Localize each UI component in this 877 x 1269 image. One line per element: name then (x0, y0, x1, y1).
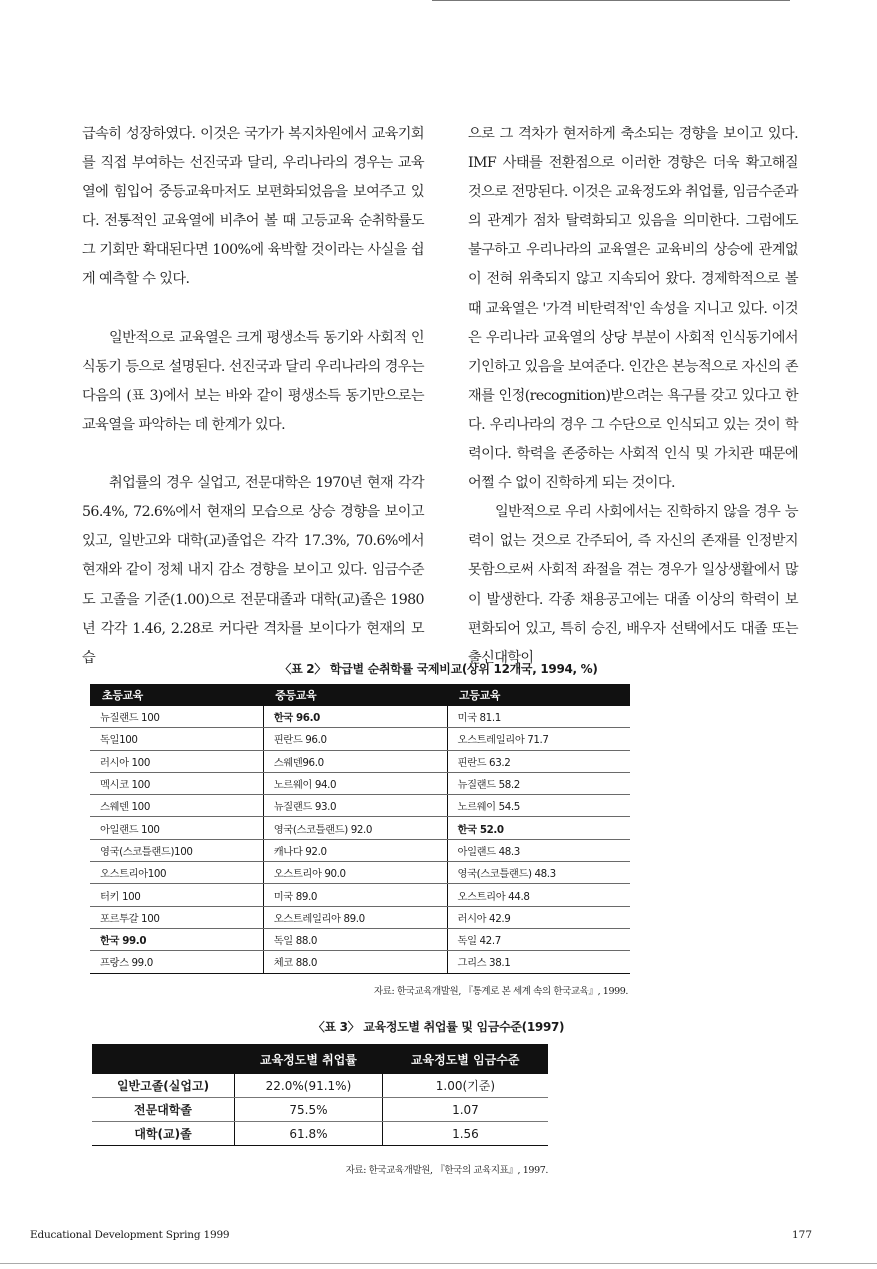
table2-caption: 〈표 2〉 학급별 순취학률 국제비교(상위 12개국, 1994, %) (279, 662, 598, 676)
table-cell: 러시아 100 (90, 750, 263, 772)
table-cell: 뉴질랜드 93.0 (263, 795, 447, 817)
row-header: 대학(교)졸 (92, 1122, 235, 1146)
table-row (90, 928, 630, 950)
table-cell: 한국 52.0 (447, 817, 630, 839)
table-cell: 1.56 (382, 1122, 548, 1146)
footer-rule (0, 1263, 877, 1264)
row-header: 일반고졸(실업고) (92, 1074, 235, 1098)
table-cell: 프랑스 99.0 (90, 951, 263, 973)
table-cell: 오스트리아100 (90, 862, 263, 884)
table-row (90, 728, 630, 750)
table-row (90, 951, 630, 973)
table-header: 중등교육 (263, 684, 447, 706)
table-cell: 뉴질랜드 58.2 (447, 772, 630, 794)
table-cell: 미국 81.1 (447, 706, 630, 728)
table-cell: 아일랜드 100 (90, 817, 263, 839)
table-cell: 멕시코 100 (90, 772, 263, 794)
table2-enrollment-comparison (90, 684, 630, 974)
table-row (92, 1098, 548, 1122)
paragraph: 취업률의 경우 실업고, 전문대학은 1970년 현재 각각 56.4%, 72.6%에서 현재의 모습으로 상승 경향을 보이고 있고, 일반고와 대학(교)졸업은 각각 17.3%, 70.6%에서 현재와 같이 정체 내지 감소 경향을 보이고 있다. 임금수준도 고졸을 기준(1.00)으로 전문대졸과 대학(교)졸은 1980년 각각 1.46, 2.28로 커다란 격차를 보이다가 현재의 모습 (82, 475, 424, 666)
table-cell: 독일 88.0 (263, 928, 447, 950)
table-cell: 노르웨이 54.5 (447, 795, 630, 817)
paragraph: 급속히 성장하였다. 이것은 국가가 복지차원에서 교육기회를 직접 부여하는 선진국과 달리, 우리나라의 경우는 교육열에 힘입어 중등교육마저도 보편화되었음을 보여주고 있다. 전통적인 교육열에 비추어 볼 때 고등교육 순취학률도 그 기회만 확대된다면 100%에 육박할 것이라는 사실을 쉽게 예측할 수 있다. (82, 126, 424, 288)
table-cell: 오스트리아 44.8 (447, 884, 630, 906)
table-row (90, 839, 630, 861)
table-cell: 오스트레일리아 71.7 (447, 728, 630, 750)
table-cell: 포르투갈 100 (90, 906, 263, 928)
table-cell: 한국 99.0 (90, 928, 263, 950)
table-row (92, 1074, 548, 1098)
table-header (92, 1044, 235, 1074)
table-row (92, 1122, 548, 1146)
table-header: 교육정도별 임금수준 (382, 1044, 548, 1074)
table-cell: 오스트레일리아 89.0 (263, 906, 447, 928)
table3-source: 자료: 한국교육개발원, 『한국의 교육지표』, 1997. (345, 1165, 548, 1176)
right-text-column (468, 120, 798, 673)
table-cell: 그리스 38.1 (447, 951, 630, 973)
table-cell: 한국 96.0 (263, 706, 447, 728)
paragraph: 일반적으로 교육열은 크게 평생소득 동기와 사회적 인식동기 등으로 설명된다. 선진국과 달리 우리나라의 경우는 다음의 (표 3)에서 보는 바와 같이 평생소득 동기만으로는 교육열을 파악하는 데 한계가 있다. (82, 329, 424, 433)
journal-footer: Educational Development Spring 1999 (30, 1229, 230, 1241)
table-cell: 독일100 (90, 728, 263, 750)
table-header: 고등교육 (447, 684, 630, 706)
table3-caption: 〈표 3〉 교육정도별 취업률 및 임금수준(1997) (312, 1020, 565, 1034)
table-row (90, 750, 630, 772)
table-cell: 스웨덴96.0 (263, 750, 447, 772)
table-cell: 영국(스코틀랜드)100 (90, 839, 263, 861)
table-cell: 오스트리아 90.0 (263, 862, 447, 884)
table-cell: 핀란드 63.2 (447, 750, 630, 772)
table-cell: 독일 42.7 (447, 928, 630, 950)
table-cell: 터키 100 (90, 884, 263, 906)
row-header: 전문대학졸 (92, 1098, 235, 1122)
table-header: 초등교육 (90, 684, 263, 706)
table-cell: 노르웨이 94.0 (263, 772, 447, 794)
table-row (90, 795, 630, 817)
table-cell: 75.5% (235, 1098, 383, 1122)
table-cell: 뉴질랜드 100 (90, 706, 263, 728)
table-cell: 체코 88.0 (263, 951, 447, 973)
table-cell: 영국(스코틀랜드) 48.3 (447, 862, 630, 884)
table-row (90, 884, 630, 906)
table-cell: 1.07 (382, 1098, 548, 1122)
paragraph: 으로 그 격차가 현저하게 축소되는 경향을 보이고 있다. IMF 사태를 전환점으로 이러한 경향은 더욱 확고해질 것으로 전망된다. 이것은 교육정도와 취업률, 임금수준과의 관계가 점차 탈력화되고 있음을 의미한다. 그럼에도 불구하고 우리나라의 교육열은 교육비의 상승에 관계없이 전혀 위축되지 않고 지속되어 왔다. 경제학적으로 볼 때 교육열은 '가격 비탄력적'인 속성을 지니고 있다. 이것은 우리나라 교육열의 상당 부분이 사회적 인식동기에서 기인하고 있음을 보여준다. 인간은 본능적으로 자신의 존재를 인정(recognition)받으려는 욕구를 갖고 있다고 한다. 우리나라의 경우 그 수단으로 인식되고 있는 것이 학력이다. 학력을 존중하는 사회적 인식 및 가치관 때문에 어쩔 수 없이 진학하게 되는 것이다. (468, 126, 798, 492)
page-number: 177 (791, 1229, 812, 1241)
table-cell: 핀란드 96.0 (263, 728, 447, 750)
table-cell: 스웨덴 100 (90, 795, 263, 817)
table-cell: 61.8% (235, 1122, 383, 1146)
table-row (90, 772, 630, 794)
table-cell: 아일랜드 48.3 (447, 839, 630, 861)
table-cell: 미국 89.0 (263, 884, 447, 906)
table-row (90, 817, 630, 839)
table-cell: 22.0%(91.1%) (235, 1074, 383, 1098)
table2-source: 자료: 한국교육개발원, 『통계로 본 세계 속의 한국교육』, 1999. (373, 986, 628, 997)
table-cell: 1.00(기준) (382, 1074, 548, 1098)
table-header: 교육정도별 취업률 (235, 1044, 383, 1074)
table3-employment-wages (92, 1044, 548, 1146)
table-cell: 러시아 42.9 (447, 906, 630, 928)
table-row (90, 706, 630, 728)
header-rule (432, 0, 790, 1)
table-row (90, 906, 630, 928)
left-text-column (82, 120, 424, 673)
paragraph: 일반적으로 우리 사회에서는 진학하지 않을 경우 능력이 없는 것으로 간주되어, 즉 자신의 존재를 인정받지 못함으로써 사회적 좌절을 겪는 경우가 일상생활에서 많이 발생한다. 각종 채용공고에는 대졸 이상의 학력이 보편화되어 있고, 특히 승진, 배우자 선택에서도 대졸 또는 출신대학이 (468, 504, 798, 666)
table-cell: 영국(스코틀랜드) 92.0 (263, 817, 447, 839)
table-row (90, 862, 630, 884)
table-cell: 캐나다 92.0 (263, 839, 447, 861)
